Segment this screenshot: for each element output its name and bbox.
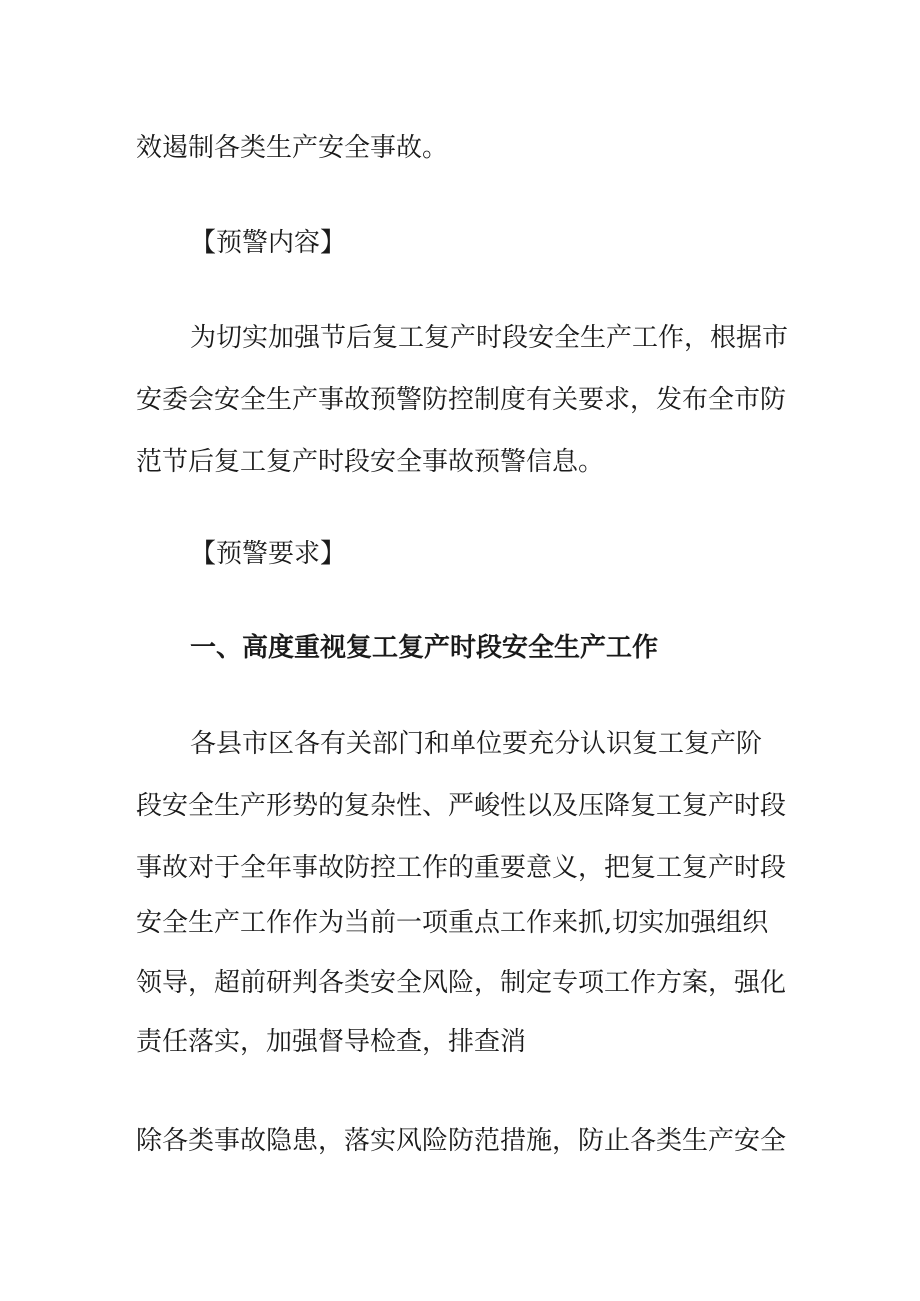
section-title-warning-requirements: 【预警要求】 — [190, 539, 347, 569]
paragraph-line: 责任落实，加强督导检查，排查消 — [136, 1027, 527, 1057]
paragraph-line: 为切实加强节后复工复产时段安全生产工作，根据市 — [190, 323, 789, 353]
paragraph-line: 范节后复工复产时段安全事故预警信息。 — [136, 447, 605, 477]
paragraph-line: 安全生产工作作为当前一项重点工作来抓,切实加强组织 — [136, 908, 769, 938]
paragraph-line: 安委会安全生产事故预警防控制度有关要求，发布全市防 — [136, 385, 787, 415]
paragraph-line: 事故对于全年事故防控工作的重要意义，把复工复产时段 — [136, 853, 787, 883]
paragraph-line: 除各类事故隐患，落实风险防范措施，防止各类生产安全 — [136, 1126, 787, 1156]
paragraph-line: 各县市区各有关部门和单位要充分认识复工复产阶 — [190, 729, 763, 759]
section-title-warning-content: 【预警内容】 — [190, 228, 347, 258]
text-line: 效遏制各类生产安全事故。 — [136, 133, 449, 163]
paragraph-line: 段安全生产形势的复杂性、严峻性以及压降复工复产时段 — [136, 791, 787, 821]
paragraph-line: 领导，超前研判各类安全风险，制定专项工作方案，强化 — [136, 968, 787, 998]
heading-one: 一、高度重视复工复产时段安全生产工作 — [190, 633, 659, 663]
